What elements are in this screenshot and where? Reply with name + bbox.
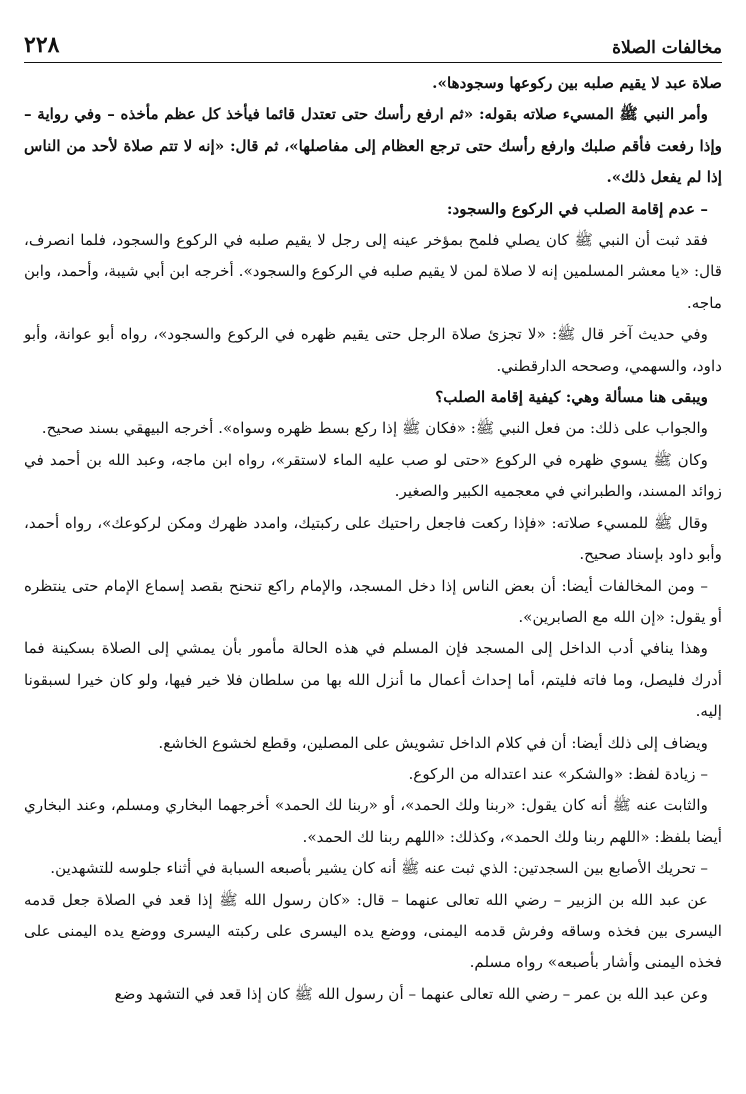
body-paragraph: – عدم إقامة الصلب في الركوع والسجود:	[446, 199, 708, 218]
page-body	[24, 68, 722, 1084]
body-paragraph: وفي حديث آخر قال ﷺ: «لا تجزئ صلاة الرجل حتى يقيم ظهره في الركوع والسجود»، رواه أبو عوانة، وأبو داود، والسهمي، وصححه الدارقطني.	[24, 325, 722, 375]
body-paragraph: – ومن المخالفات أيضا: أن بعض الناس إذا دخل المسجد، والإمام راكع تنحنح بقصد إسماع الإمام حتى ينتظره أو يقول: «إن الله مع الصابرين».	[24, 576, 722, 626]
header-rule	[24, 62, 722, 63]
body-paragraph: – زيادة لفظ: «والشكر» عند اعتداله من الركوع.	[408, 764, 708, 783]
running-title: مخالفات الصلاة	[612, 38, 722, 58]
body-paragraph: والجواب على ذلك: من فعل النبي ﷺ: «فكان ﷺ إذا ركع بسط ظهره وسواه». أخرجه البيهقي بسند صحيح.	[41, 419, 708, 438]
body-paragraph: ويبقى هنا مسألة وهي: كيفية إقامة الصلب؟	[435, 388, 708, 407]
body-paragraph: عن عبد الله بن الزبير – رضي الله تعالى عنهما – قال: «كان رسول الله ﷺ إذا قعد في الصلاة جعل قدمه اليسرى بين فخذه وساقه وفرش قدمه اليمنى، ووضع يده اليسرى على ركبته اليسرى ووضع يده اليمنى على فخذه اليمنى وأشار بأصبعه» رواه مسلم.	[24, 890, 722, 972]
page-number: ٢٢٨	[24, 32, 60, 58]
body-paragraph: وأمر النبي ﷺ المسيء صلاته بقوله: «ثم ارفع رأسك حتى تعتدل قائما فيأخذ كل عظم مأخذه – وفي رواية – وإذا رفعت فأقم صلبك وارفع رأسك حتى ترجع العظام إلى مفاصلها»، ثم قال: «إنه لا تتم صلاة لأحد من الناس إذا لم يفعل ذلك».	[24, 105, 722, 187]
body-paragraph: وقال ﷺ للمسيء صلاته: «فإذا ركعت فاجعل راحتيك على ركبتيك، وامدد ظهرك ومكن لركوعك»، رواه أحمد، وأبو داود بإسناد صحيح.	[24, 513, 722, 564]
body-paragraph: – تحريك الأصابع بين السجدتين: الذي ثبت عنه ﷺ أنه كان يشير بأصبعه السبابة في أثناء جلوسه للتشهدين.	[50, 859, 708, 878]
body-paragraph: وكان ﷺ يسوي ظهره في الركوع «حتى لو صب عليه الماء لاستقر»، رواه ابن ماجه، وعبد الله بن أحمد في زوائد المسند، والطبراني في معجميه الكبير والصغير.	[24, 450, 722, 501]
body-paragraph: فقد ثبت أن النبي ﷺ كان يصلي فلمح بمؤخر عينه إلى رجل لا يقيم صلبه في الركوع والسجود، فلما انصرف، قال: «يا معشر المسلمين إنه لا صلاة لمن لا يقيم صلبه في الركوع والسجود». أخرجه ابن أبي شيبة، وأحمد، وابن ماجه.	[24, 231, 722, 312]
body-paragraph: صلاة عبد لا يقيم صلبه بين ركوعها وسجودها».	[432, 74, 722, 92]
body-paragraph: ويضاف إلى ذلك أيضا: أن في كلام الداخل تشويش على المصلين، وقطع لخشوع الخاشع.	[158, 733, 708, 752]
body-paragraph: والثابت عنه ﷺ أنه كان يقول: «ربنا ولك الحمد»، أو «ربنا لك الحمد» أخرجهما البخاري ومسلم، وعند البخاري أيضا بلفظ: «اللهم ربنا ولك الحمد»، وكذلك: «اللهم ربنا لك الحمد».	[24, 796, 722, 846]
page-header	[24, 28, 722, 58]
body-paragraph: وهذا ينافي أدب الداخل إلى المسجد فإن المسلم في هذه الحالة مأمور بأن يمشي إلى الصلاة بسكينة فما أدرك فليصل، وما فاته فليتم، أما إحداث أعمال ما أنزل الله بها من سلطان فلا خير فيها، ولو كان خيرا لسبقونا إليه.	[24, 639, 722, 721]
body-paragraph: وعن عبد الله بن عمر – رضي الله تعالى عنهما – أن رسول الله ﷺ كان إذا قعد في التشهد وضع	[114, 984, 708, 1003]
